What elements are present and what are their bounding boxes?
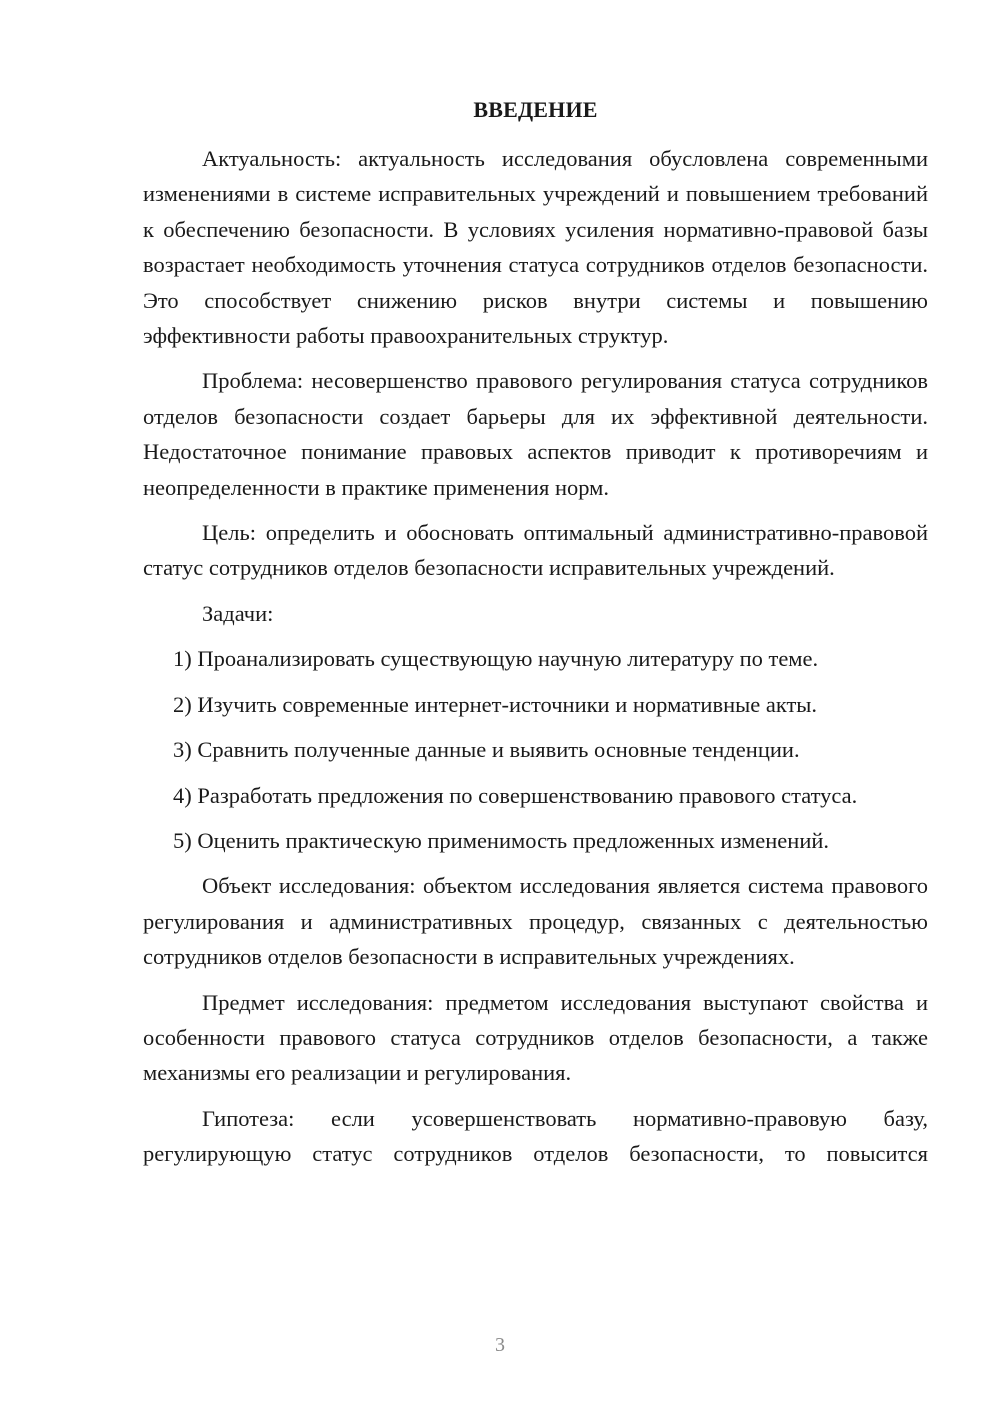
paragraph-tasks-label: Задачи: (202, 600, 274, 626)
page-title: ВВЕДЕНИЕ (473, 97, 598, 122)
paragraph-goal: Цель: определить и обосновать оптимальный административно-правовой статус сотрудников отделов безопасности исправительных учреждений. (143, 520, 928, 581)
paragraph-problem: Проблема: несовершенство правового регулирования статуса сотрудников отделов безопасности создает барьеры для их эффективной деятельности. Недостаточное понимание правовых аспектов приводит к противоречиям и неопределенности в практике применения норм. (143, 368, 928, 500)
task-item: 1) Проанализировать существующую научную литературу по теме. (173, 646, 819, 672)
paragraph-object: Объект исследования: объектом исследования является система правового регулирования и административных процедур, связанных с деятельностью сотрудников отделов безопасности в исправительных учреждениях. (143, 873, 928, 970)
task-item: 5) Оценить практическую применимость предложенных изменений. (173, 827, 830, 853)
task-item: 3) Сравнить полученные данные и выявить основные тенденции. (173, 737, 800, 763)
paragraph-subject: Предмет исследования: предметом исследования выступают свойства и особенности правового статуса сотрудников отделов безопасности, а также механизмы его реализации и регулирования. (143, 989, 928, 1086)
document-page (143, 92, 928, 1182)
task-item: 2) Изучить современные интернет-источники и нормативные акты. (173, 691, 818, 717)
page-number: 3 (495, 1334, 505, 1356)
paragraph-hypothesis: Гипотеза: если усовершенствовать нормативно-правовую базу, регулирующую статус сотрудников отделов безопасности, то повысится (143, 1105, 928, 1167)
task-item: 4) Разработать предложения по совершенствованию правового статуса. (173, 782, 858, 808)
paragraph-relevance: Актуальность: актуальность исследования обусловлена современными изменениями в системе исправительных учреждений и повышением требований к обеспечению безопасности. В условиях усиления нормативно-правовой базы возрастает необходимость уточнения статуса сотрудников отделов безопасности. Это способствует снижению рисков внутри системы и повышению эффективности работы правоохранительных структур. (143, 146, 928, 349)
